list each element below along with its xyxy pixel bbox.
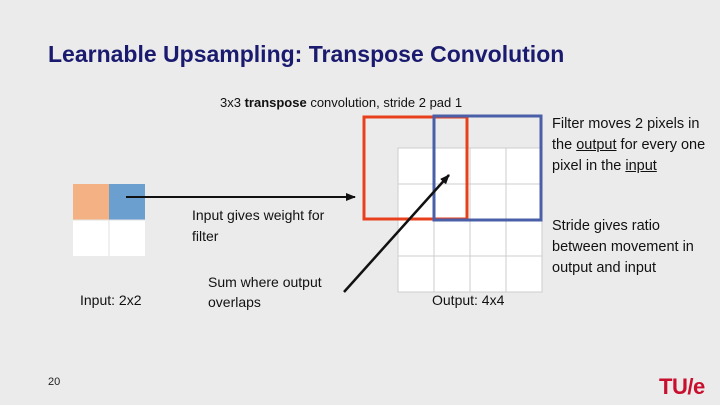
- filter-moves-note: [552, 114, 712, 177]
- sum-overlap-label: Sum where output overlaps: [208, 274, 322, 310]
- subtitle-bold: transpose: [244, 95, 307, 110]
- output-size-label: Output: 4x4: [432, 292, 505, 308]
- filter-moves-underline-input: input: [625, 158, 657, 174]
- input-grid: [73, 184, 145, 256]
- input-cell-empty: [73, 220, 109, 256]
- subtitle-suffix: convolution, stride 2 pad 1: [306, 95, 463, 110]
- subtitle-prefix: 3x3: [220, 95, 245, 110]
- input-cell-orange: [73, 184, 109, 220]
- input-weight-label: Input gives weight for filter: [192, 207, 325, 244]
- input-size-label: Input: 2x2: [80, 292, 142, 308]
- page-number: 20: [48, 376, 61, 388]
- input-cell-blue: [109, 184, 145, 220]
- filter-moves-text-1: Filter moves 2 pixels in the: [552, 116, 700, 153]
- input-cell-empty: [109, 220, 145, 256]
- filter-moves-underline-output: output: [576, 137, 617, 153]
- tue-logo: TU/e: [659, 374, 705, 399]
- filter-moves-text-2: for every one pixel in the: [552, 137, 706, 174]
- stride-ratio-note: Stride gives ratio between movement in output and input: [552, 218, 694, 276]
- slide-title: Learnable Upsampling: Transpose Convolution: [48, 41, 565, 67]
